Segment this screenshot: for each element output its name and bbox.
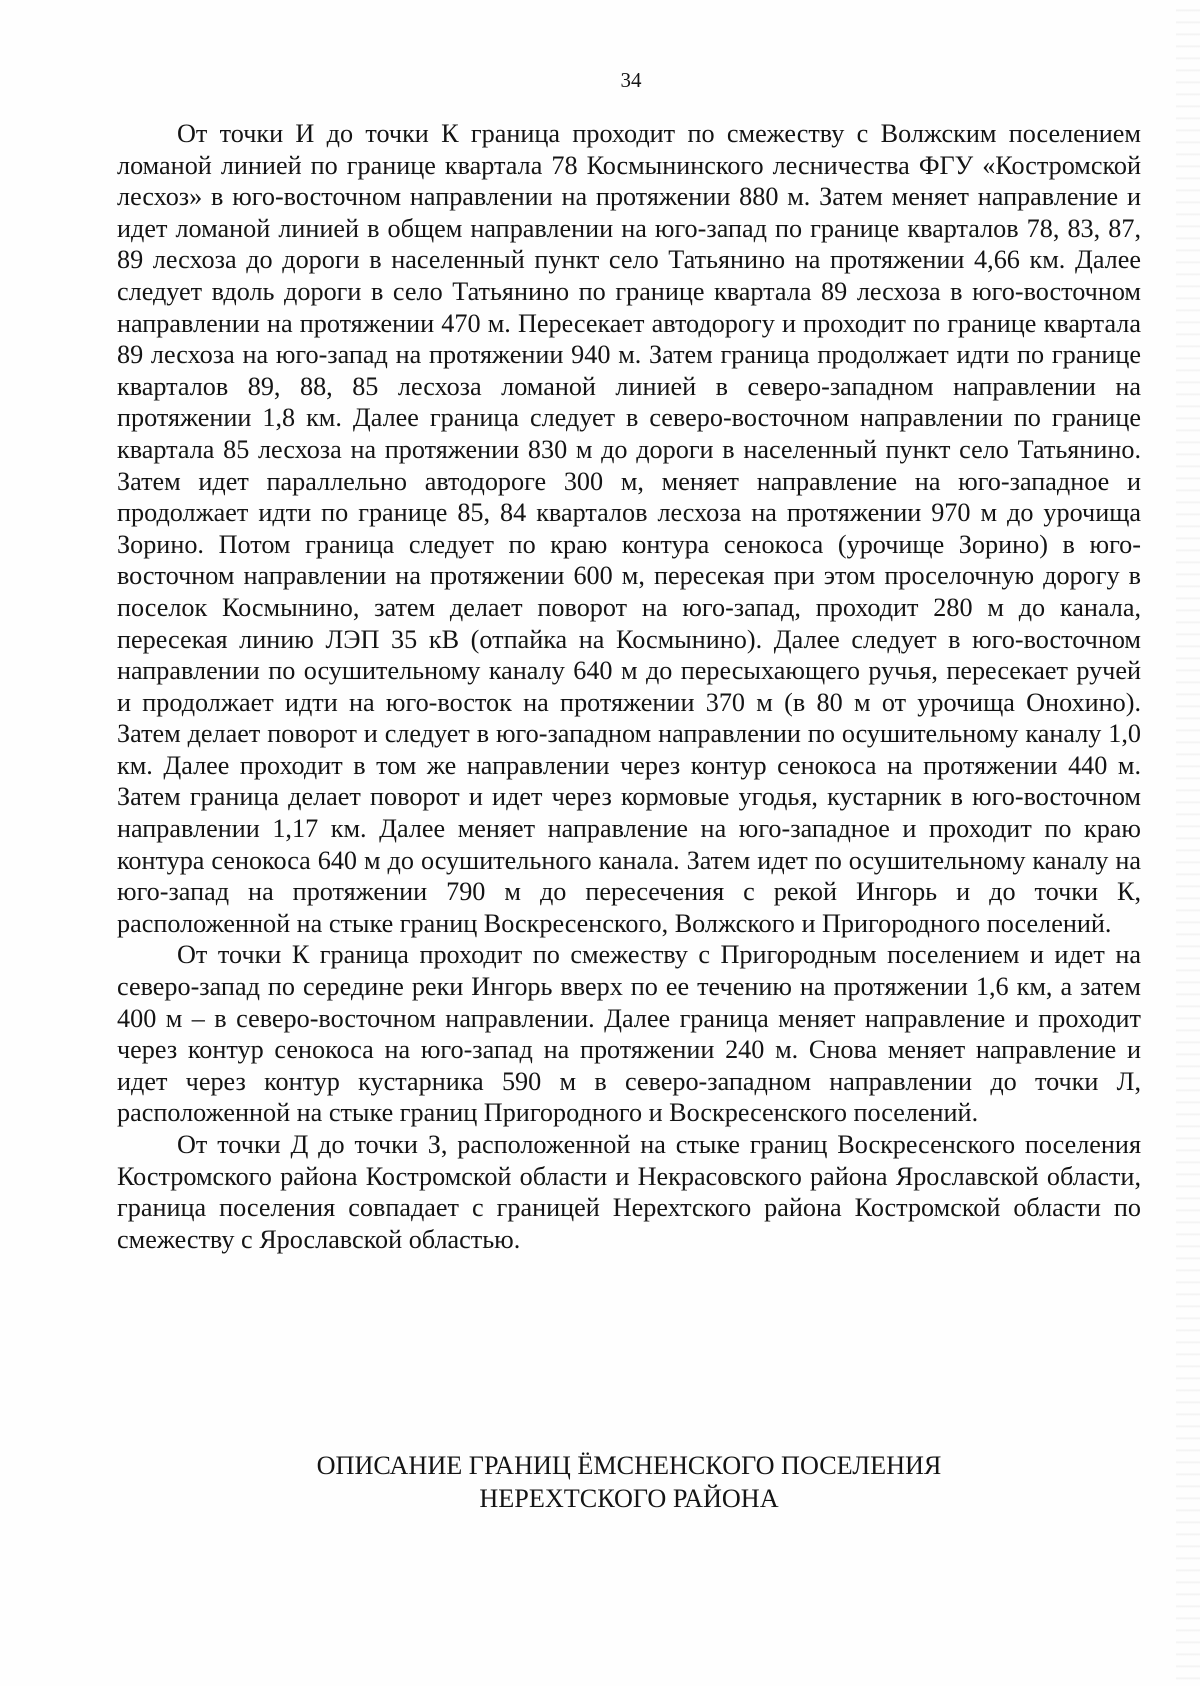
body-text [117,118,1141,1255]
paragraph-boundary-k-to-l: От точки К граница проходит по смежеству с Пригородным поселением и идет на северо-запад по середине реки Ингорь вверх по ее течению на протяжении 1,6 км, а затем 400 м – в северо-восточном направлении. Далее граница меняет направление и проходит через контур сенокоса на юго-запад на протяжении 240 м. Снова меняет направление и идет через контур кустарника 590 м в северо-западном направлении до точки Л, расположенной на стыке границ Пригородного и Воскресенского поселений. [117,940,1141,1128]
section-heading [117,1449,1141,1515]
section-heading-line-1: ОПИСАНИЕ ГРАНИЦ ЁМСНЕНСКОГО ПОСЕЛЕНИЯ [316,1451,942,1480]
scan-edge-artifact [1176,0,1200,1686]
section-heading-line-2: НЕРЕХТСКОГО РАЙОНА [479,1484,779,1513]
page-number: 34 [620,68,642,92]
paragraph-boundary-i-to-k: От точки И до точки К граница проходит по смежеству с Волжским поселением ломаной линией по границе квартала 78 Космынинского лесничества ФГУ «Костромской лесхоз» в юго-восточном направлении на протяжении 880 м. Затем меняет направление и идет ломаной линией в общем направлении на юго-запад по границе кварталов 78, 83, 87, 89 лесхоза до дороги в населенный пункт село Татьянино на протяжении 4,66 км. Далее следует вдоль дороги в село Татьянино по границе квартала 89 лесхоза в юго-восточном направлении на протяжении 470 м. Пересекает автодорогу и проходит по границе квартала 89 лесхоза на юго-запад на протяжении 940 м. Затем граница продолжает идти по границе кварталов 89, 88, 85 лесхоза ломаной линией в северо-западном направлении на протяжении 1,8 км. Далее граница следует в северо-восточном направлении по границе квартала 85 лесхоза на протяжении 830 м до дороги в населенный пункт село Татьянино. Затем идет параллельно автодороге 300 м, меняет направление на юго-западное и продолжает идти по границе 85, 84 кварталов лесхоза на протяжении 970 м до урочища Зорино. Потом граница следует по краю контура сенокоса (урочище Зорино) в юго-восточном направлении на протяжении 600 м, пересекая при этом проселочную дорогу в поселок Космынино, затем делает поворот на юго-запад, проходит 280 м до канала, пересекая линию ЛЭП 35 кВ (отпайка на Космынино). Далее следует в юго-восточном направлении по осушительному каналу 640 м до пересыхающего ручья, пересекает ручей и продолжает идти на юго-восток на протяжении 370 м (в 80 м от урочища Онохино). Затем делает поворот и следует в юго-западном направлении по осушительному каналу 1,0 км. Далее проходит в том же направлении через контур сенокоса на протяжении 440 м. Затем граница делает поворот и идет через кормовые угодья, кустарник в юго-восточном направлении 1,17 км. Далее меняет направление на юго-западное и проходит по краю контура сенокоса 640 м до осушительного канала. Затем идет по осушительному каналу на юго-запад на протяжении 790 м до пересечения с рекой Ингорь и до точки К, расположенной на стыке границ Воскресенского, Волжского и Пригородного поселений. [117,119,1141,938]
paragraph-boundary-d-to-z: От точки Д до точки З, расположенной на стыке границ Воскресенского поселения Костромского района Костромской области и Некрасовского района Ярославской области, граница поселения совпадает с границей Нерехтского района Костромской области по смежеству с Ярославской областью. [117,1130,1141,1254]
